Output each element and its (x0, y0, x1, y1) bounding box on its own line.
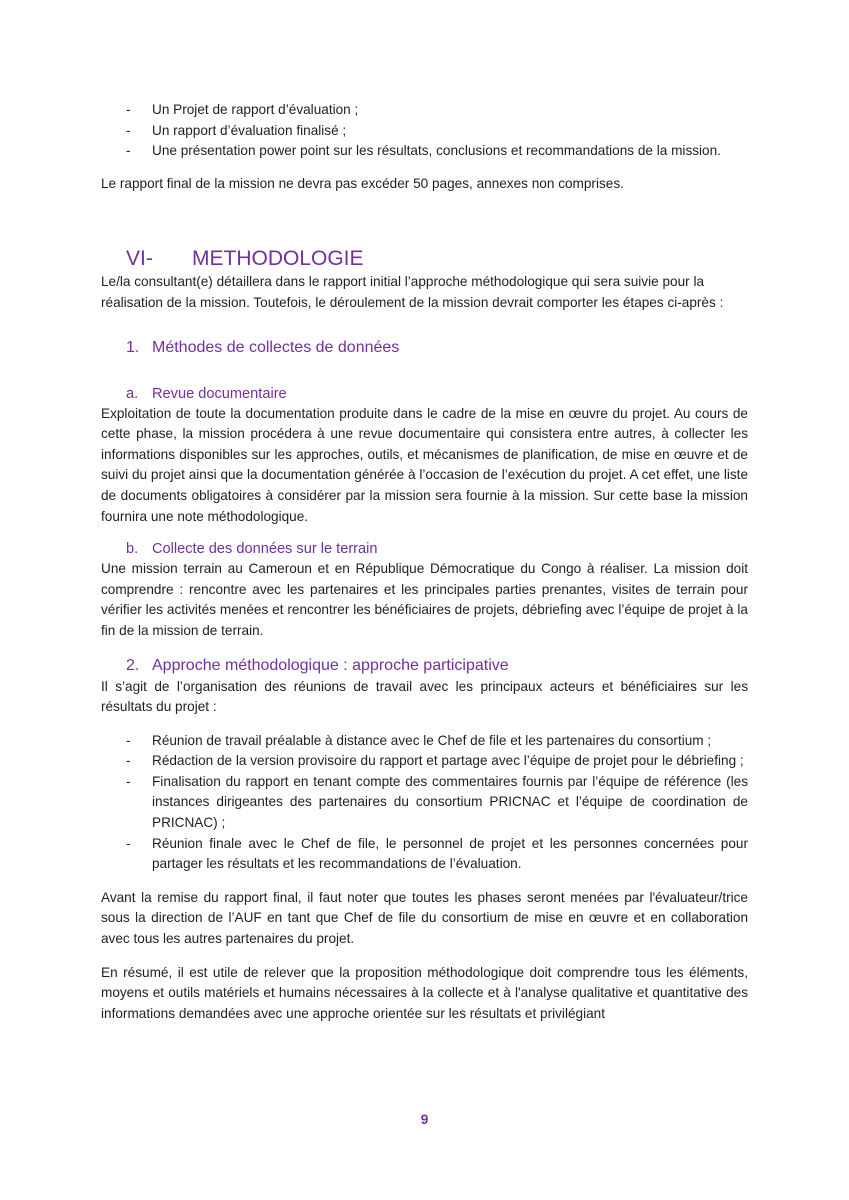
subheading-a (101, 384, 748, 404)
approche-intro: Il s’agit de l’organisation des réunions de travail avec les principaux acteurs et bénéficiaires sur les résultats du projet : (101, 678, 748, 715)
page-content (101, 100, 748, 1024)
list-dash: - (126, 732, 131, 748)
steps-list (101, 731, 748, 875)
subsection-heading-2 (101, 655, 748, 677)
report-limit-paragraph: Le rapport final de la mission ne devra pas excéder 50 pages, annexes non comprises. (101, 175, 624, 191)
list-dash: - (126, 835, 131, 851)
subsection-number: 2. (126, 656, 140, 674)
list-dash: - (126, 102, 131, 117)
list-item-text: Rédaction de la version provisoire du rapport et partage avec l’équipe de projet pour le débriefing ; (152, 753, 744, 769)
subheading-b (101, 539, 748, 559)
list-item (101, 121, 748, 142)
subsection-heading-1 (101, 337, 748, 359)
resume-paragraph: En résumé, il est utile de relever que la proposition méthodologique doit comprendre tous les éléments, moyens et outils matériels et humains nécessaires à la collecte et à l'analyse qualitative et quantitative des informations demandées avec une approche orientée sur les résultats et privilégiant (101, 964, 748, 1021)
list-dash: - (126, 753, 131, 769)
subsection-number: 1. (126, 338, 140, 356)
section-number: VI- (126, 247, 153, 271)
list-item-text: Réunion finale avec le Chef de file, le personnel de projet et les personnes concernées pour partager les résultats et les recommandations de l’évaluation. (152, 835, 748, 872)
page-number: 9 (420, 1112, 429, 1127)
list-item (101, 100, 748, 121)
list-dash: - (126, 143, 131, 159)
subheading-letter: b. (126, 541, 139, 558)
section-intro: Le/la consultant(e) détaillera dans le rapport initial l’approche méthodologique qui sera suivie pour la réalisation de la mission. Toutefois, le déroulement de la mission devrait comporter les étapes ci-après : (101, 274, 724, 310)
section-heading (101, 246, 748, 272)
list-dash: - (126, 773, 131, 789)
subheading-title: Collecte des données sur le terrain (152, 541, 378, 558)
subheading-letter: a. (126, 385, 139, 402)
list-item (101, 731, 748, 752)
subsection-title: Approche méthodologique : approche participative (152, 656, 509, 674)
list-item-text: Finalisation du rapport en tenant compte des commentaires fournis par l’équipe de référence (les instances dirigeantes des partenaires du consortium PRICNAC et l’équipe de coordination de PRICNAC) ; (152, 773, 748, 831)
subheading-title: Revue documentaire (152, 385, 287, 402)
list-item (101, 751, 748, 772)
section-title: METHODOLOGIE (192, 247, 364, 271)
subsection-title: Méthodes de collectes de données (152, 338, 400, 356)
list-item (101, 834, 748, 875)
list-item-text: Une présentation power point sur les résultats, conclusions et recommandations de la mission. (152, 143, 721, 159)
remise-rapport-paragraph: Avant la remise du rapport final, il faut noter que toutes les phases seront menées par l'évaluateur/trice sous la direction de l’AUF en tant que Chef de file du consortium de mise en œuvre et en collaboration avec tous les autres partenaires du projet. (101, 889, 748, 947)
collecte-terrain-text: Une mission terrain au Cameroun et en République Démocratique du Congo à réaliser. La mission doit comprendre : rencontre avec les partenaires et les principales parties prenantes, visites de terrain pour vérifier les activités menées et rencontrer les bénéficiaires de projets, débriefing avec l’équipe de projet à la fin de la mission de terrain. (101, 561, 748, 638)
list-item-text: Réunion de travail préalable à distance avec le Chef de file et les partenaires du consortium ; (152, 732, 712, 748)
list-item (101, 141, 748, 162)
deliverables-list (101, 100, 748, 162)
list-item-text: Un Projet de rapport d’évaluation ; (152, 102, 359, 117)
list-item-text: Un rapport d’évaluation finalisé ; (152, 122, 347, 138)
list-item (101, 772, 748, 834)
list-dash: - (126, 122, 131, 138)
revue-documentaire-text: Exploitation de toute la documentation produite dans le cadre de la mise en œuvre du projet. Au cours de cette phase, la mission procédera à une revue documentaire qui consistera entre autres, à collecter les informations disponibles sur les approches, outils, et mécanismes de planification, de mise en œuvre et de suivi du projet ainsi que la documentation générée à l’occasion de l’exécution du projet. A cet effet, une liste de documents obligatoires à considérer par la mission sera fournie à la mission. Sur cette base la mission fournira une note méthodologique. (101, 405, 748, 524)
